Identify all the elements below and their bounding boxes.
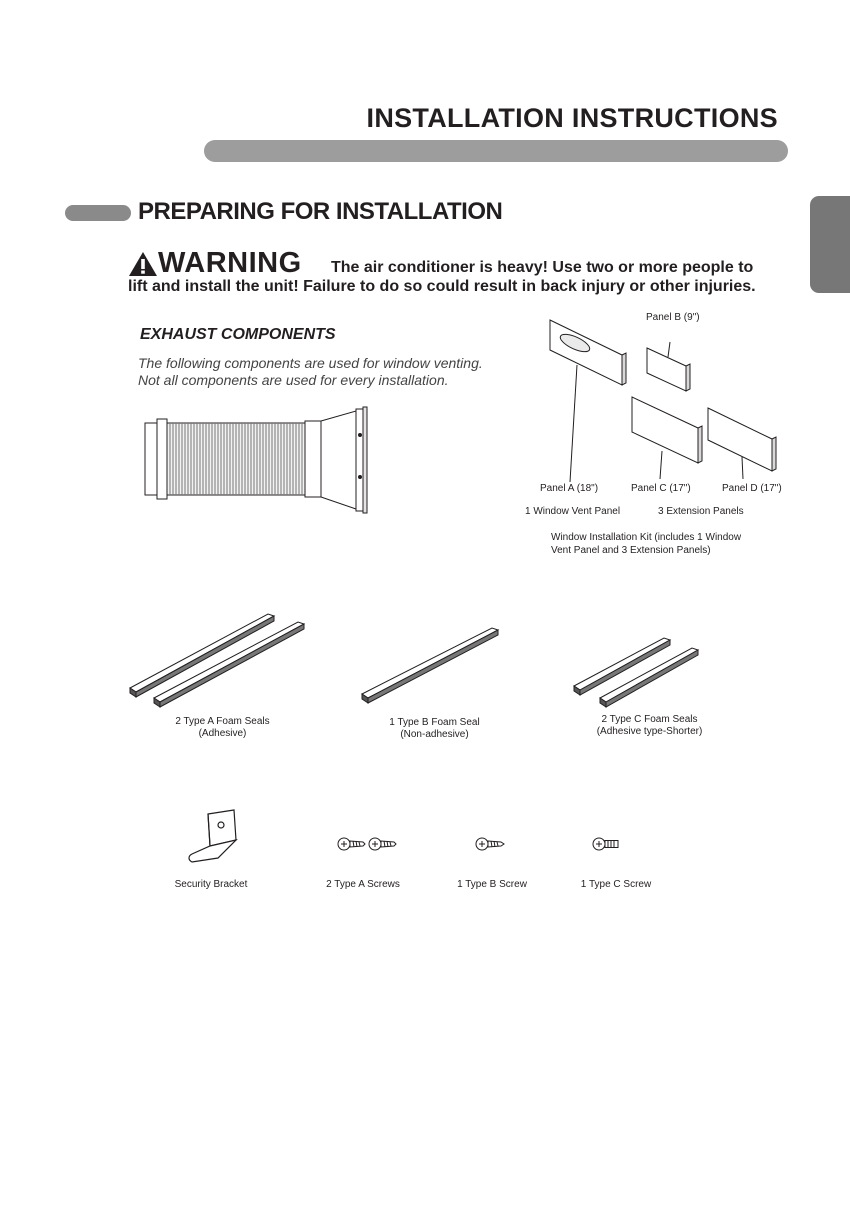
- section-title: PREPARING FOR INSTALLATION: [138, 198, 503, 225]
- security-bracket-label: Security Bracket: [174, 879, 248, 890]
- section-pill: [65, 205, 131, 221]
- kit-description: [551, 531, 741, 557]
- type-c-foam-seals-icon: [572, 636, 706, 712]
- panel-d-icon: [708, 408, 772, 471]
- exhaust-heading: EXHAUST COMPONENTS: [140, 326, 336, 343]
- bracket-icon: [186, 808, 242, 864]
- warning-text-line2: lift and install the unit! Failure to do so could result in back injury or other injuries.: [128, 278, 756, 295]
- foam-c-line1: 2 Type C Foam Seals: [601, 714, 698, 725]
- foam-c-line2: (Adhesive type-Shorter): [596, 726, 703, 737]
- warning-word: WARNING: [158, 247, 302, 279]
- panel-c-label: Panel C (17"): [631, 483, 691, 494]
- page-title: INSTALLATION INSTRUCTIONS: [366, 103, 778, 133]
- exhaust-hose-icon: [143, 405, 373, 517]
- foam-b-line1: 1 Type B Foam Seal: [389, 717, 480, 728]
- type-a-foam-seals-icon: [128, 610, 308, 710]
- type-a-screws-icon: [337, 835, 399, 853]
- panel-b-icon: [647, 348, 686, 391]
- panel-a-label: Panel A (18"): [540, 483, 599, 494]
- exhaust-text-line1: The following components are used for window venting.: [138, 355, 483, 371]
- type-c-foam-seals-label: [582, 714, 717, 738]
- vent-panel-label: 1 Window Vent Panel: [525, 506, 621, 517]
- title-bar: [204, 140, 788, 162]
- panel-c-icon: [632, 397, 698, 463]
- type-c-screw-label: 1 Type C Screw: [580, 879, 652, 890]
- warning-triangle-icon: [128, 251, 158, 277]
- exhaust-text-line2: Not all components are used for every installation.: [138, 372, 449, 388]
- panel-a-icon: [550, 320, 622, 385]
- exhaust-description: [138, 355, 483, 389]
- type-b-screw-icon: [475, 835, 507, 853]
- panel-d-label: Panel D (17"): [722, 483, 782, 494]
- kit-text-line1: Window Installation Kit (includes 1 Window: [551, 532, 742, 543]
- warning-text-line1: The air conditioner is heavy! Use two or more people to: [331, 259, 754, 276]
- type-c-screw-icon: [592, 835, 624, 853]
- type-a-foam-seals-label: [160, 716, 285, 740]
- panel-b-label: Panel B (9"): [646, 312, 700, 323]
- type-b-foam-seal-label: [372, 717, 497, 741]
- foam-a-line2: (Adhesive): [198, 728, 247, 739]
- foam-b-line2: (Non-adhesive): [400, 729, 469, 740]
- type-a-screws-label: 2 Type A Screws: [326, 879, 400, 890]
- side-tab: [810, 196, 850, 293]
- type-b-foam-seal-icon: [360, 626, 502, 706]
- foam-a-line1: 2 Type A Foam Seals: [175, 716, 270, 727]
- kit-text-line2: Vent Panel and 3 Extension Panels): [551, 545, 711, 556]
- type-b-screw-label: 1 Type B Screw: [457, 879, 527, 890]
- window-kit-drawing: [540, 315, 790, 495]
- extension-panels-label: 3 Extension Panels: [658, 506, 744, 517]
